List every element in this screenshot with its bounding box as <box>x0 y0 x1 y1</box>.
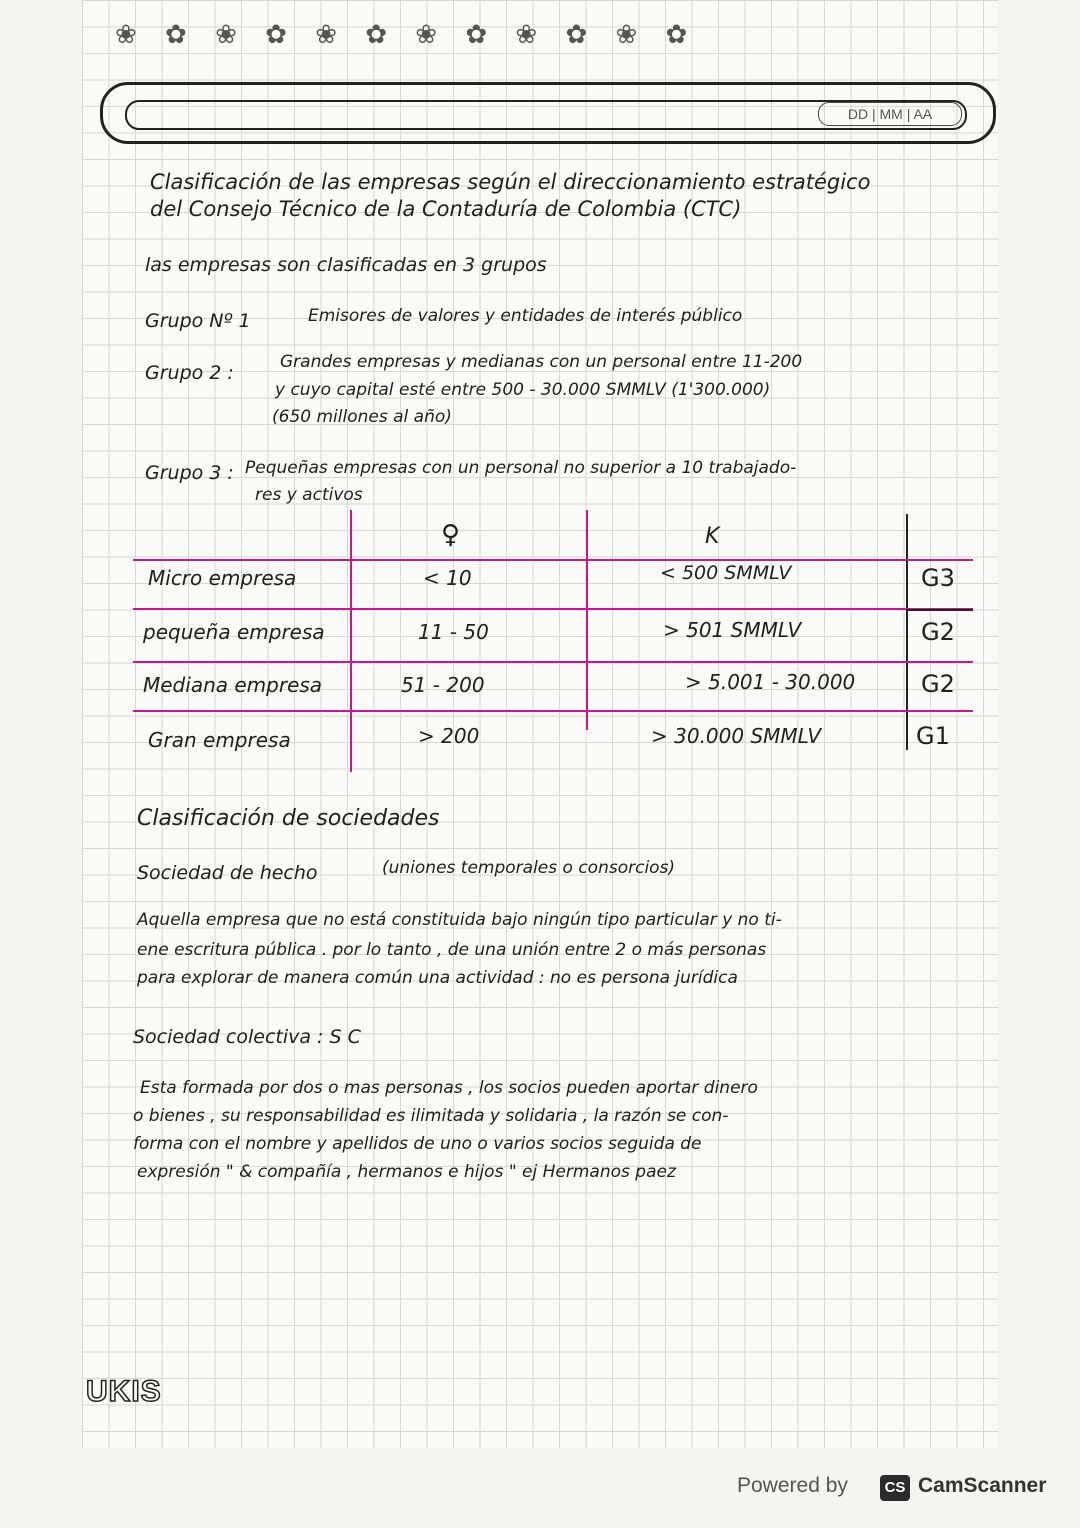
powered-by-text: Powered by <box>737 1474 848 1497</box>
group-3-label: Grupo 3 : <box>145 462 234 484</box>
camscanner-name: CamScanner <box>918 1474 1047 1497</box>
table-row-name: Micro empresa <box>148 566 297 590</box>
table-row-capital: > 5.001 - 30.000 <box>685 670 856 694</box>
table-row-personal: 11 - 50 <box>418 620 489 644</box>
table-row-capital: < 500 SMMLV <box>660 562 792 584</box>
table-divider <box>350 510 352 772</box>
table-row-line <box>906 609 973 611</box>
group-2-line-1: Grandes empresas y medianas con un personal entre 11-200 <box>280 352 803 372</box>
table-row-personal: 51 - 200 <box>401 673 485 697</box>
group-3-line-1: Pequeñas empresas con un personal no superior a 10 trabajado- <box>245 458 797 478</box>
sociedad-hecho-title: Sociedad de hecho <box>137 862 318 884</box>
sociedad-colectiva-line-4: expresión " & compañía , hermanos e hijos " ej Hermanos paez <box>137 1162 676 1182</box>
table-row-group: G2 <box>921 670 955 698</box>
title-line-1: Clasificación de las empresas según el direccionamiento estratégico <box>150 170 871 194</box>
sociedades-heading: Clasificación de sociedades <box>137 806 440 831</box>
sociedad-colectiva-line-3: forma con el nombre y apellidos de uno o varios socios seguida de <box>133 1134 702 1154</box>
table-row-personal: < 10 <box>423 566 472 590</box>
sociedad-hecho-line-1: Aquella empresa que no está constituida bajo ningún tipo particular y no ti- <box>137 910 782 930</box>
camscanner-logo-icon: CS <box>880 1475 910 1501</box>
group-1-label: Grupo Nº 1 <box>145 310 251 332</box>
table-row-line <box>133 559 973 561</box>
header-capital: K <box>705 524 720 549</box>
table-row-group: G1 <box>916 722 950 750</box>
sociedad-hecho-note: (uniones temporales o consorcios) <box>382 858 676 878</box>
table-divider <box>906 514 908 750</box>
table-row-name: pequeña empresa <box>143 620 325 644</box>
table-divider <box>586 510 588 730</box>
sociedad-colectiva-line-1: Esta formada por dos o mas personas , los socios pueden aportar dinero <box>140 1078 758 1098</box>
header-personal-icon: ♀ <box>441 520 461 550</box>
date-label: DD | MM | AA <box>818 102 962 126</box>
flower-doodles: ❀ ✿ ❀ ✿ ❀ ✿ ❀ ✿ ❀ ✿ ❀ ✿ <box>115 20 698 50</box>
group-3-line-2: res y activos <box>255 485 363 505</box>
group-2-line-3: (650 millones al año) <box>272 407 452 427</box>
table-row-capital: > 30.000 SMMLV <box>651 724 822 748</box>
table-row-line <box>133 710 973 712</box>
sociedad-hecho-line-2: ene escritura pública . por lo tanto , de una unión entre 2 o más personas <box>137 940 767 960</box>
table-row-line <box>133 661 973 663</box>
sociedad-hecho-line-3: para explorar de manera común una actividad : no es persona jurídica <box>137 968 738 988</box>
sociedad-colectiva-title: Sociedad colectiva : S C <box>133 1026 361 1048</box>
group-1-text: Emisores de valores y entidades de interés público <box>308 306 743 326</box>
group-2-line-2: y cuyo capital esté entre 500 - 30.000 SMMLV (1'300.000) <box>275 380 771 400</box>
table-row-name: Gran empresa <box>148 728 291 752</box>
table-row-line <box>133 608 973 610</box>
title-line-2: del Consejo Técnico de la Contaduría de Colombia (CTC) <box>150 197 742 221</box>
table-row-name: Mediana empresa <box>143 673 323 697</box>
intro-text: las empresas son clasificadas en 3 grupos <box>145 254 547 276</box>
notebook-brand-logo: UKIS <box>86 1375 162 1408</box>
table-row-personal: > 200 <box>418 724 480 748</box>
company-classification-table <box>133 510 973 772</box>
table-row-group: G2 <box>921 618 955 646</box>
sociedad-colectiva-line-2: o bienes , su responsabilidad es ilimitada y solidaria , la razón se con- <box>133 1106 729 1126</box>
table-row-group: G3 <box>921 564 955 592</box>
group-2-label: Grupo 2 : <box>145 362 234 384</box>
table-row-capital: > 501 SMMLV <box>663 618 802 642</box>
